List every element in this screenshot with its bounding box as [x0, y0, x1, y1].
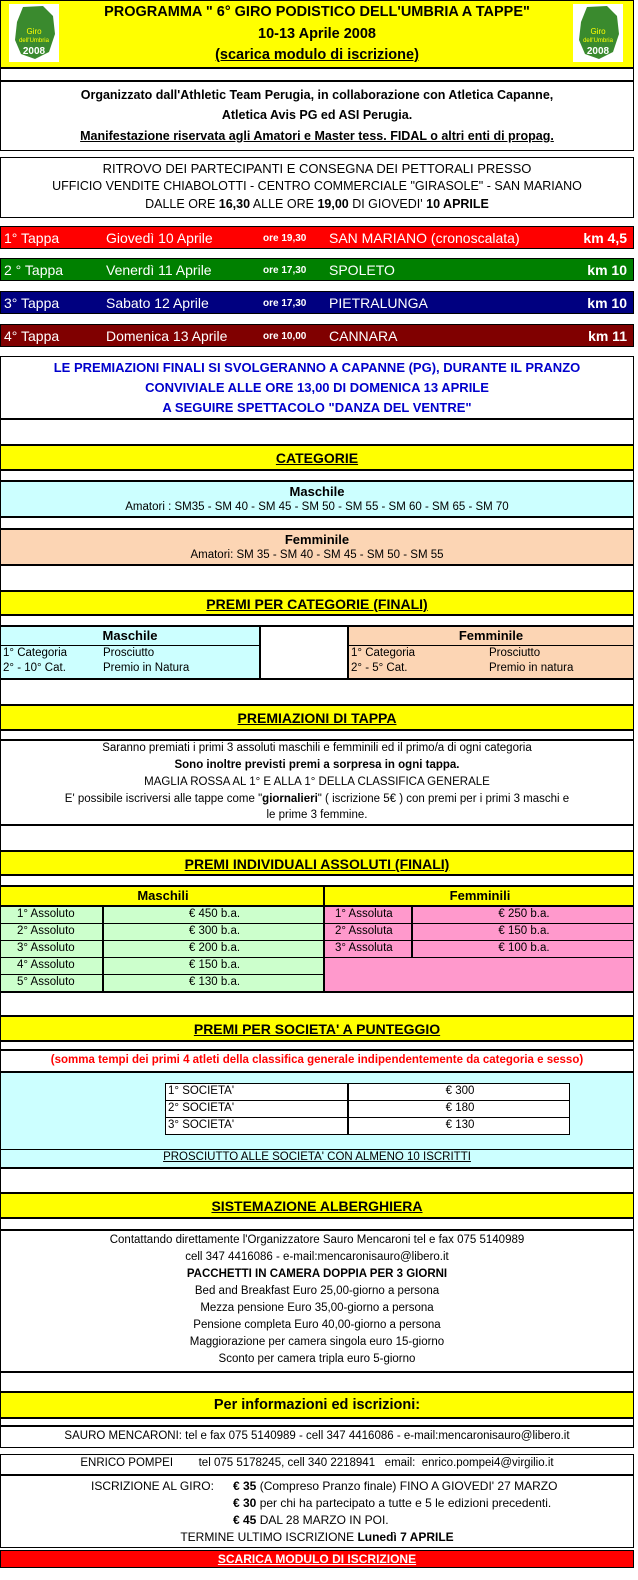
spacer — [0, 68, 634, 81]
assoluto-maschile-premio: € 300 b.a. — [103, 923, 324, 941]
assoluta-femminile-label: 1° Assoluta — [324, 906, 412, 924]
premi-cat-femminile-row-1: 1° Categoria Prosciutto — [351, 647, 541, 659]
premi-categorie-title: PREMI PER CATEGORIE (FINALI) — [206, 596, 428, 612]
tappa-place: CANNARA — [329, 328, 398, 344]
tappa-km: km 4,5 — [583, 230, 627, 246]
assoluto-maschile-premio: € 130 b.a. — [103, 974, 324, 992]
assoluto-maschile-label: 1° Assoluto — [0, 906, 103, 924]
alberghi-line-4: Bed and Breakfast Euro 25,00-giorno a persona — [194, 1285, 440, 1297]
footer-download-link[interactable]: SCARICA MODULO DI ISCRIZIONE — [217, 1552, 417, 1566]
assoluta-femminile-label: 2° Assoluta — [324, 923, 412, 941]
info-title-bar — [0, 1392, 634, 1418]
logo-year: 2008 — [586, 46, 610, 57]
assoluto-maschile-label: 2° Assoluto — [0, 923, 103, 941]
premi-assoluti-title: PREMI INDIVIDUALI ASSOLUTI (FINALI) — [184, 856, 450, 872]
premiazioni-line-1: LE PREMIAZIONI FINALI SI SVOLGERANNO A CAPANNE (PG), DURANTE IL PRANZO — [53, 360, 581, 375]
alberghi-line-2: cell 347 4416086 - e-mail:mencaronisauro@libero.it — [185, 1251, 449, 1263]
premi-cat-empty — [260, 626, 348, 679]
societa-label: 1° SOCIETA' — [165, 1083, 348, 1101]
tappa-km: km 11 — [588, 328, 627, 344]
societa-premio: € 130 — [348, 1117, 570, 1135]
premiazioni-line-2: CONVIVIALE ALLE ORE 13,00 DI DOMENICA 13 APRILE — [145, 380, 489, 395]
categorie-maschile-title: Maschile — [289, 484, 345, 499]
alberghi-box — [0, 1230, 634, 1372]
spacer — [0, 1218, 634, 1230]
tappa-day: Sabato 12 Aprile — [106, 295, 209, 311]
spacer — [0, 730, 634, 740]
organizer-line-1: Organizzato dall'Athletic Team Perugia, in collaborazione con Atletica Capanne, — [80, 88, 554, 102]
logo-text-2: dell'Umbria — [19, 38, 49, 44]
logo-year: 2008 — [22, 46, 46, 57]
categorie-title-bar — [0, 445, 634, 470]
premi-societa-subtitle: (somma tempi dei primi 4 atleti della classifica generale indipendentemente da categoria e sesso) — [50, 1054, 584, 1066]
tappa-km: km 10 — [587, 295, 627, 311]
societa-label: 2° SOCIETA' — [165, 1100, 348, 1118]
tappa-name: 1° Tappa — [4, 230, 60, 246]
download-form-link[interactable]: (scarica modulo di iscrizione) — [215, 47, 419, 63]
premiazioni-tappa-line-2: Sono inoltre previsti premi a sorpresa in ogni tappa. — [174, 759, 460, 771]
alberghi-title: SISTEMAZIONE ALBERGHIERA — [211, 1198, 423, 1214]
tappa-name: 2 ° Tappa — [4, 262, 64, 278]
premi-societa-subtitle-box — [0, 1050, 634, 1072]
premiazioni-tappa-line-5: le prime 3 femmine. — [266, 809, 368, 821]
spacer — [0, 875, 634, 886]
premi-cat-maschile-row-1: 1° Categoria Prosciutto — [3, 647, 155, 659]
tappa-row — [0, 324, 634, 347]
tappa-time: ore 17,30 — [263, 265, 307, 276]
logo-text-1: Giro — [26, 27, 42, 36]
tappa-row — [0, 226, 634, 249]
premi-assoluti-femminili-empty — [324, 957, 634, 992]
tappa-day: Domenica 13 Aprile — [106, 328, 228, 344]
tappa-time: ore 19,30 — [263, 233, 307, 244]
tappa-place: SAN MARIANO (cronoscalata) — [329, 230, 520, 246]
divider — [0, 1149, 634, 1150]
assoluta-femminile-label: 3° Assoluta — [324, 940, 412, 958]
premi-cat-femminile-row-2: 2° - 5° Cat. Premio in natura — [351, 662, 574, 674]
categorie-maschile-list: Amatori : SM35 - SM 40 - SM 45 - SM 50 - SM 55 - SM 60 - SM 65 - SM 70 — [125, 501, 509, 513]
iscrizione-label: ISCRIZIONE AL GIRO: — [91, 1479, 214, 1493]
alberghi-title-bar — [0, 1193, 634, 1218]
alberghi-line-7: Maggiorazione per camera singola euro 15-giorno — [189, 1336, 445, 1348]
spacer — [0, 1372, 634, 1392]
iscrizione-line-2: € 30 per chi ha partecipato a tutte e 5 le edizioni precedenti. — [233, 1496, 552, 1510]
footer-download-bar — [0, 1550, 634, 1568]
premi-categorie-title-bar — [0, 591, 634, 615]
iscrizione-line-3: € 45 DAL 28 MARZO IN POI. — [233, 1513, 389, 1527]
societa-premio: € 300 — [348, 1083, 570, 1101]
ritrovo-line-1: RITROVO DEI PARTECIPANTI E CONSEGNA DEI PETTORALI PRESSO — [102, 161, 532, 176]
premi-assoluti-maschili-header: Maschili — [0, 886, 324, 906]
tappa-place: PIETRALUNGA — [329, 295, 428, 311]
categorie-femminile — [0, 529, 634, 565]
tappa-row — [0, 291, 634, 314]
tappa-name: 3° Tappa — [4, 295, 60, 311]
organizer-box — [0, 81, 634, 151]
tappa-row — [0, 258, 634, 281]
premiazioni-tappa-box — [0, 740, 634, 825]
premi-cat-maschile-row-2: 2° - 10° Cat. Premio in Natura — [3, 662, 190, 674]
assoluto-maschile-label: 5° Assoluto — [0, 974, 103, 992]
alberghi-line-3: PACCHETTI IN CAMERA DOPPIA PER 3 GIORNI — [186, 1268, 448, 1280]
premi-cat-maschile-title: Maschile — [1, 627, 259, 646]
event-dates: 10-13 Aprile 2008 — [258, 26, 376, 42]
info-iscrizione-box — [0, 1475, 634, 1548]
logo-text-1: Giro — [590, 27, 606, 36]
spacer — [0, 1041, 634, 1050]
alberghi-line-5: Mezza pensione Euro 35,00-giorno a persona — [200, 1302, 434, 1314]
tappa-day: Giovedì 10 Aprile — [106, 230, 213, 246]
logo-text-2: dell'Umbria — [583, 38, 613, 44]
spacer — [0, 1418, 634, 1426]
spacer — [0, 992, 634, 1016]
iscrizione-termine: TERMINE ULTIMO ISCRIZIONE Lunedì 7 APRILE — [180, 1530, 454, 1544]
premiazioni-tappa-line-3: MAGLIA ROSSA AL 1° E ALLA 1° DELLA CLASSIFICA GENERALE — [144, 776, 490, 788]
ritrovo-box — [0, 157, 634, 218]
ritrovo-line-3: DALLE ORE 16,30 ALLE ORE 19,00 DI GIOVEDI' 10 APRILE — [145, 197, 489, 211]
categorie-femminile-list: Amatori: SM 35 - SM 40 - SM 45 - SM 50 - SM 55 — [190, 549, 444, 561]
premi-assoluti-title-bar — [0, 851, 634, 875]
ritrovo-line-2: UFFICIO VENDITE CHIABOLOTTI - CENTRO COMMERCIALE "GIRASOLE" - SAN MARIANO — [52, 179, 582, 193]
categorie-maschile — [0, 481, 634, 517]
spacer — [0, 825, 634, 851]
premiazioni-tappa-title: PREMIAZIONI DI TAPPA — [237, 710, 397, 726]
tappa-place: SPOLETO — [329, 262, 395, 278]
tappa-time: ore 10,00 — [263, 331, 307, 342]
page-title: PROGRAMMA " 6° GIRO PODISTICO DELL'UMBRIA A TAPPE" — [104, 4, 530, 20]
spacer — [0, 615, 634, 626]
giro-umbria-logo-right — [573, 4, 623, 62]
info-title: Per informazioni ed iscrizioni: — [213, 1397, 421, 1413]
tappa-time: ore 17,30 — [263, 298, 307, 309]
societa-premio: € 180 — [348, 1100, 570, 1118]
assoluto-maschile-premio: € 150 b.a. — [103, 957, 324, 975]
info-contact-2: ENRICO POMPEI tel 075 5178245, cell 340 2218941 email: enrico.pompei4@virgilio.it — [80, 1457, 554, 1469]
premiazioni-tappa-line-1: Saranno premiati i primi 3 assoluti maschili e femminili ed il primo/a di ogni categoria — [102, 742, 532, 754]
info-contact-2-box — [0, 1454, 634, 1475]
spacer — [0, 679, 634, 705]
assoluto-maschile-premio: € 200 b.a. — [103, 940, 324, 958]
categorie-title: CATEGORIE — [275, 450, 359, 466]
assoluta-femminile-premio: € 250 b.a. — [412, 906, 634, 924]
assoluta-femminile-premio: € 100 b.a. — [412, 940, 634, 958]
premi-societa-title-bar — [0, 1016, 634, 1041]
organizer-line-3: Manifestazione riservata agli Amatori e Master tess. FIDAL o altri enti di propag. — [80, 129, 554, 143]
premi-cat-femminile-title: Femminile — [349, 627, 633, 646]
premiazioni-finali-box — [0, 356, 634, 419]
premi-societa-title: PREMI PER SOCIETA' A PUNTEGGIO — [193, 1021, 441, 1037]
premi-assoluti-femminili-header: Femminili — [324, 886, 634, 906]
spacer — [0, 1168, 634, 1193]
societa-label: 3° SOCIETA' — [165, 1117, 348, 1135]
tappa-km: km 10 — [587, 262, 627, 278]
premi-cat-maschile-box — [0, 626, 260, 679]
premi-cat-femminile-box — [348, 626, 634, 679]
premiazioni-tappa-line-4: E' possibile iscriversi alle tappe come "giornalieri" ( iscrizione 5€ ) con premi per i primi 3 maschi e — [64, 793, 570, 805]
alberghi-line-1: Contattando direttamente l'Organizzatore Sauro Mencaroni tel e fax 075 5140989 — [109, 1234, 525, 1246]
tappa-name: 4° Tappa — [4, 328, 60, 344]
organizer-line-2: Atletica Avis PG ed ASI Perugia. — [221, 108, 413, 122]
premi-societa-note: PROSCIUTTO ALLE SOCIETA' CON ALMENO 10 ISCRITTI — [163, 1151, 471, 1163]
spacer — [0, 470, 634, 481]
info-contact-1-box — [0, 1426, 634, 1448]
categorie-femminile-title: Femminile — [284, 532, 350, 547]
assoluta-femminile-premio: € 150 b.a. — [412, 923, 634, 941]
info-contact-1: SAURO MENCARONI: tel e fax 075 5140989 - cell 347 4416086 - e-mail:mencaronisauro@libero.it — [64, 1430, 570, 1442]
alberghi-line-6: Pensione completa Euro 40,00-giorno a persona — [193, 1319, 441, 1331]
assoluto-maschile-premio: € 450 b.a. — [103, 906, 324, 924]
header — [0, 0, 634, 68]
assoluto-maschile-label: 3° Assoluto — [0, 940, 103, 958]
alberghi-line-8: Sconto per camera tripla euro 5-giorno — [218, 1353, 416, 1365]
spacer — [0, 419, 634, 445]
premiazioni-line-3: A SEGUIRE SPETTACOLO "DANZA DEL VENTRE" — [162, 400, 472, 415]
spacer — [0, 565, 634, 591]
tappa-day: Venerdì 11 Aprile — [106, 262, 212, 278]
assoluto-maschile-label: 4° Assoluto — [0, 957, 103, 975]
premiazioni-tappa-title-bar — [0, 705, 634, 730]
spacer — [0, 517, 634, 529]
iscrizione-line-1: € 35 (Compreso Pranzo finale) FINO A GIOVEDI' 27 MARZO — [233, 1479, 558, 1493]
